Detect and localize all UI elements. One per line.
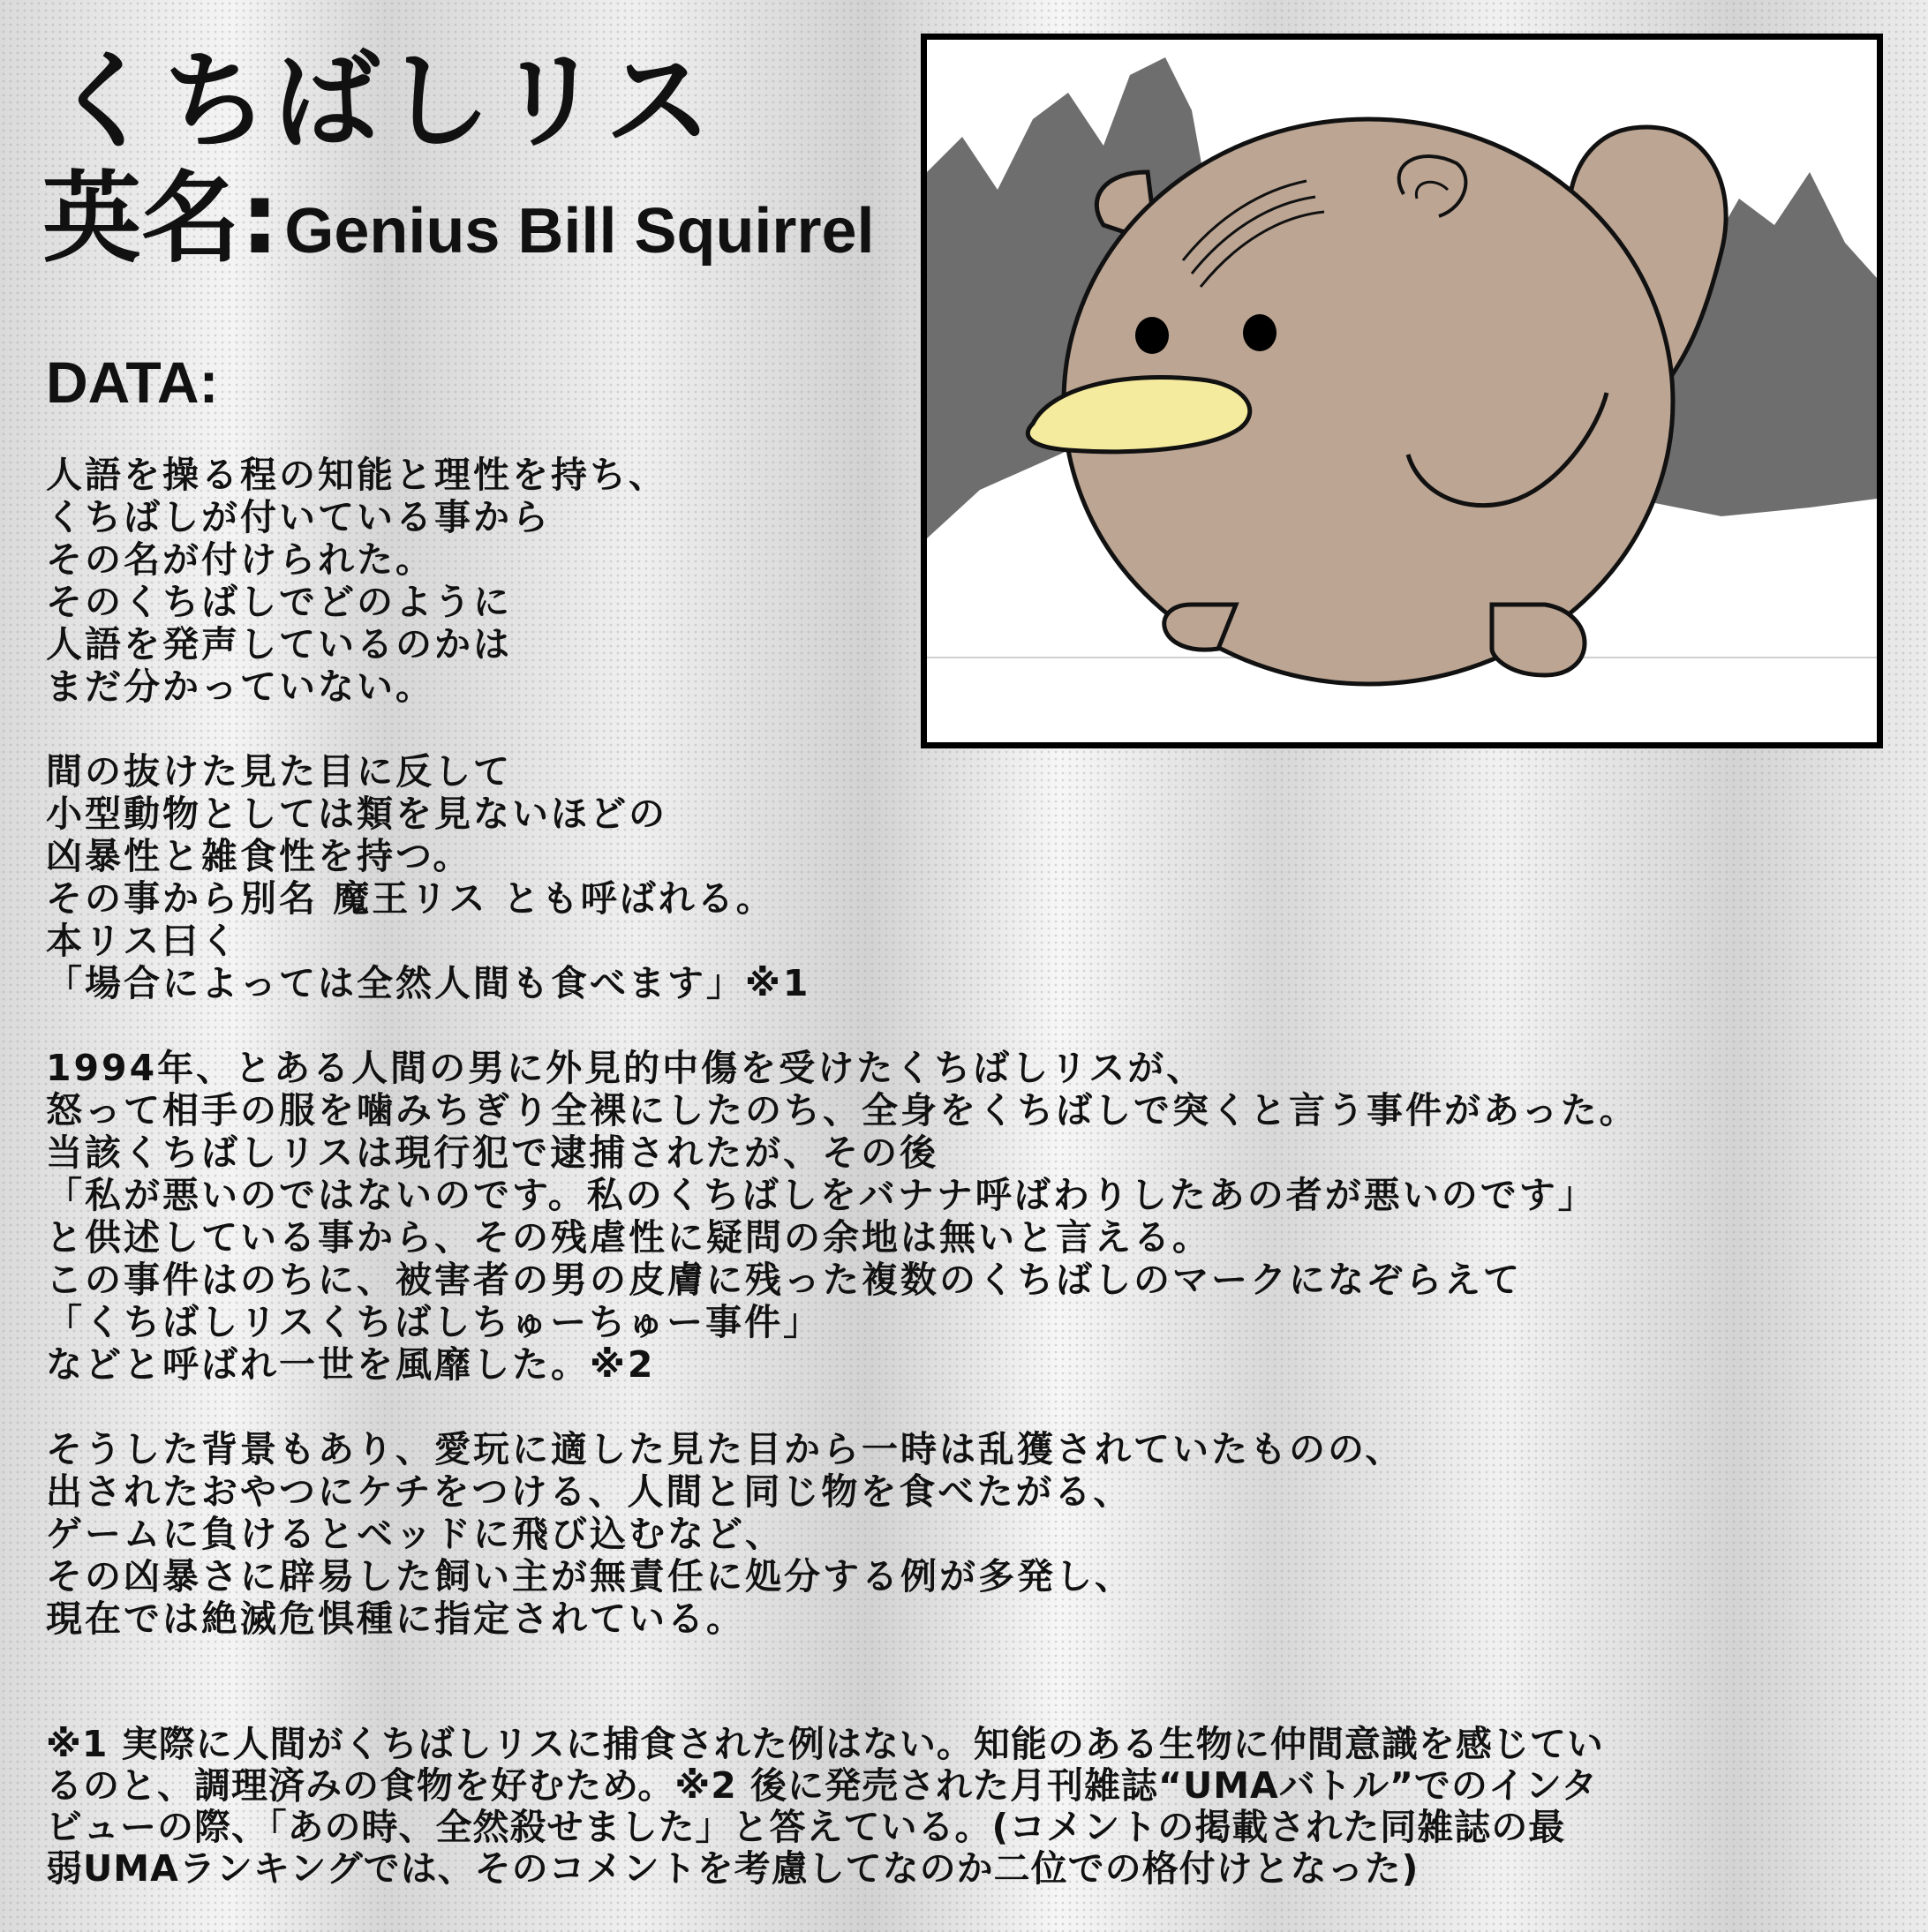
paragraph	[46, 1428, 1856, 1640]
text-line: この事件はのちに、被害者の男の皮膚に残った複数のくちばしのマークになぞらえて	[46, 1259, 1522, 1301]
data-heading: DATA:	[46, 350, 219, 415]
text-line: 凶暴性と雑食性を持つ。	[46, 835, 472, 877]
text-line: 現在では絶滅危惧種に指定されている。	[46, 1597, 745, 1640]
squirrel-right-eye	[1243, 314, 1277, 351]
text-line: 本リス曰く	[46, 920, 240, 962]
text-line: と供述している事から、その残虐性に疑問の余地は無いと言える。	[46, 1216, 1211, 1259]
text-line: くちばしが付いている事から	[46, 496, 551, 538]
footnote-line: るのと、調理済みの食物を好むため。※2 後に発売された月刊雑誌“UMAバトル”でのインタ	[46, 1764, 1599, 1807]
text-line: 人語を操る程の知能と理性を持ち、	[46, 454, 667, 496]
text-line: 「くちばしリスくちばしちゅーちゅー事件」	[46, 1301, 823, 1343]
squirrel-right-foot	[1492, 605, 1585, 675]
text-line: 当該くちばしリスは現行犯で逮捕されたが、その後	[46, 1131, 939, 1174]
text-line: そうした背景もあり、愛玩に適した見た目から一時は乱獲されていたものの、	[46, 1428, 1405, 1470]
text-line: そのくちばしでどのように	[46, 581, 512, 623]
squirrel-left-eye	[1135, 317, 1169, 354]
text-line: 1994年、とある人間の男に外見的中傷を受けたくちばしリスが、	[46, 1047, 1206, 1089]
text-line: 出されたおやつにケチをつける、人間と同じ物を食べたがる、	[46, 1470, 1133, 1513]
paragraph	[46, 1047, 1856, 1386]
english-name-value: Genius Bill Squirrel	[284, 196, 875, 267]
squirrel-illustration	[921, 34, 1883, 748]
english-name-label: 英名:	[42, 162, 280, 276]
footnote-line: ビューの際、「あの時、全然殺せました」と答えている。(コメントの掲載された同雑誌の最	[46, 1806, 1566, 1848]
text-line: 怒って相手の服を噛みちぎり全裸にしたのち、全身をくちばしで突くと言う事件があった。	[46, 1089, 1638, 1131]
footnote-line: ※1 実際に人間がくちばしリスに捕食された例はない。知能のある生物に仲間意識を感じてい	[46, 1723, 1604, 1765]
text-line: ゲームに負けるとベッドに飛び込むなど、	[46, 1513, 784, 1555]
english-name	[42, 162, 875, 276]
paragraph	[46, 750, 1856, 1004]
text-line: 小型動物としては類を見ないほどの	[46, 793, 667, 835]
text-line: その凶暴さに辟易した飼い主が無責任に処分する例が多発し、	[46, 1555, 1133, 1597]
text-line: その名が付けられた。	[46, 538, 434, 581]
page-title: くちばしリス	[51, 39, 717, 163]
footnotes	[46, 1724, 1864, 1890]
text-line: その事から別名 魔王リス とも呼ばれる。	[46, 877, 775, 920]
text-line: まだ分かっていない。	[46, 665, 434, 708]
footnote-line: 弱UMAランキングでは、そのコメントを考慮してなのか二位での格付けとなった)	[46, 1847, 1420, 1890]
text-line: 「場合によっては全然人間も食べます」※1	[46, 962, 811, 1004]
text-line: 間の抜けた見た目に反して	[46, 750, 512, 793]
text-line: 人語を発声しているのかは	[46, 623, 512, 665]
text-line: などと呼ばれ一世を風靡した。※2	[46, 1343, 656, 1386]
text-line: 「私が悪いのではないのです。私のくちばしをバナナ呼ばわりしたあの者が悪いのです」	[46, 1174, 1597, 1216]
